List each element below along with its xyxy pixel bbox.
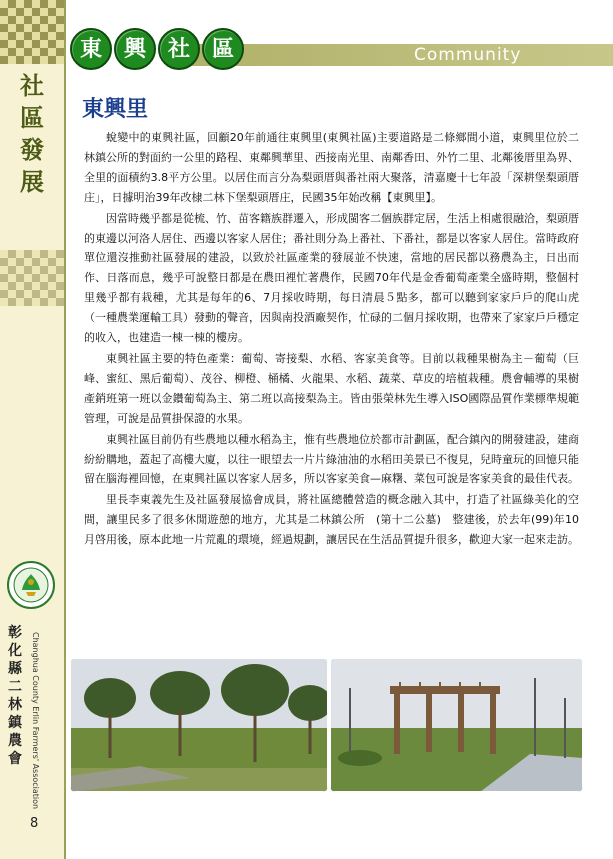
article-paragraph: 里長李東義先生及社區發展協會成員，將社區總體營造的概念融入其中，打造了社區綠美化的空間，讓里民多了很多休閒遊憩的地方，尤其是二林鎮公所 (第十二公墓) 整建後，於去年(99)年10月啓用後，原本此地一片荒亂的環境，經過規劃，讓居民在生活品質提升很多，歡迎大家一起來走訪。 — [84, 493, 579, 547]
org-name-english-wrap — [20, 632, 56, 810]
article-heading: 東興里 — [82, 96, 149, 122]
banner-subtitle: Community development — [414, 45, 538, 87]
org-name-char: 農 — [8, 733, 22, 749]
org-name-char: 縣 — [8, 661, 22, 677]
sidebar-title-char: 區 — [20, 103, 44, 132]
article-paragraph: 東興社區目前仍有些農地以種水稻為主，惟有些農地位於都市計劃區，配合鎮內的開發建設，建商紛紛購地，蓋起了高樓大廈，以往一眼望去一片片綠油油的水稻田美景已不復見，兒時童玩的回憶只能留在腦海裡回憶，在東興社區以客家人居多，所以客家美食—麻糬、菜包可說是客家美食的最佳代表。 — [84, 432, 579, 486]
article-paragraph: 因當時幾乎都是從梳、竹、苗客籍族群遷入，形成閩客二個族群定居，生活上相處很融洽，梨頭厝的東邊以河洛人居住、西邊以客家人居住；番社則分為上番社、下番社，都是以客家人居住。當時政府單位還沒推動社區發展的建設，以致於社區產業的發展並不快速，當地的居民都以務農為主，日出而作、日落而息，幾乎可說整日都是在農田裡忙著農作，民國70年代是金香葡萄產業全盛時期，整個村里幾乎都有栽種，尤其是每年的6、7月採收時期，每日清晨５點多，都可以聽到家家戶戶的爬山虎（一種農業運輸工具）發動的聲音，因與南投酒廠契作，忙碌的二個月採收期，也帶來了家家戶戶穩定的收入，也建造一棟一棟的樓房。 — [84, 211, 579, 345]
article-paragraph: 東興社區主要的特色產業：葡萄、寄接梨、水稻、客家美食等。目前以栽種果樹為主－葡萄（巨峰、蜜紅、黑后葡萄）、茂谷、柳橙、桶橘、火龍果、水稻、蔬菜、草皮的培植栽種。農會輔導的果樹產銷班第一班以金鑽葡萄為主、第二班以高接梨為主。皆由張榮林先生導入ISO國際品質作業標準規範管理，可說是品質掛保證的水果。 — [84, 351, 579, 425]
org-name-english: Changhua County Erlin Farmers' Association — [31, 632, 40, 810]
banner-title-char: 區 — [202, 28, 244, 70]
sidebar-title-char: 發 — [20, 135, 44, 164]
sidebar-title-char: 展 — [20, 167, 44, 196]
org-name-char: 彰 — [8, 625, 22, 641]
org-name-char: 二 — [8, 679, 22, 695]
org-name-char: 林 — [8, 697, 22, 713]
checker-pattern-middle — [0, 250, 64, 306]
banner-title-char: 社 — [158, 28, 200, 70]
article-body — [84, 128, 579, 550]
farmers-association-logo-icon — [6, 560, 56, 610]
photo-park-pergola — [330, 658, 583, 792]
banner-title — [70, 28, 246, 68]
org-name-char: 會 — [8, 751, 22, 767]
sidebar — [0, 0, 66, 859]
photo-park-trees — [70, 658, 328, 792]
org-name-char: 鎮 — [8, 715, 22, 731]
article-paragraph: 蛻變中的東興社區，回顧20年前通往東興里(東興社區)主要道路是二條鄉間小道，東興里位於二林鎮公所的對面約一公里的路程、東鄰興華里、西接南光里、南鄰香田、外竹二里、北鄰後厝里為界、全里的面積約3.8平方公里。以居住而言分為梨頭厝與番社兩大聚落，清嘉慶十七年設「深耕堡梨頭厝庄」，日據明治39年改棣二林下堡梨頭厝庄，民國35年始改稱【東興里】。 — [84, 131, 579, 204]
sidebar-title-char: 社 — [20, 71, 44, 100]
checker-pattern-top — [0, 0, 64, 64]
org-name-char: 化 — [8, 643, 22, 659]
sidebar-title — [12, 70, 52, 198]
banner-title-char: 東 — [70, 28, 112, 70]
banner-title-char: 興 — [114, 28, 156, 70]
page-number: 8 — [30, 816, 39, 831]
